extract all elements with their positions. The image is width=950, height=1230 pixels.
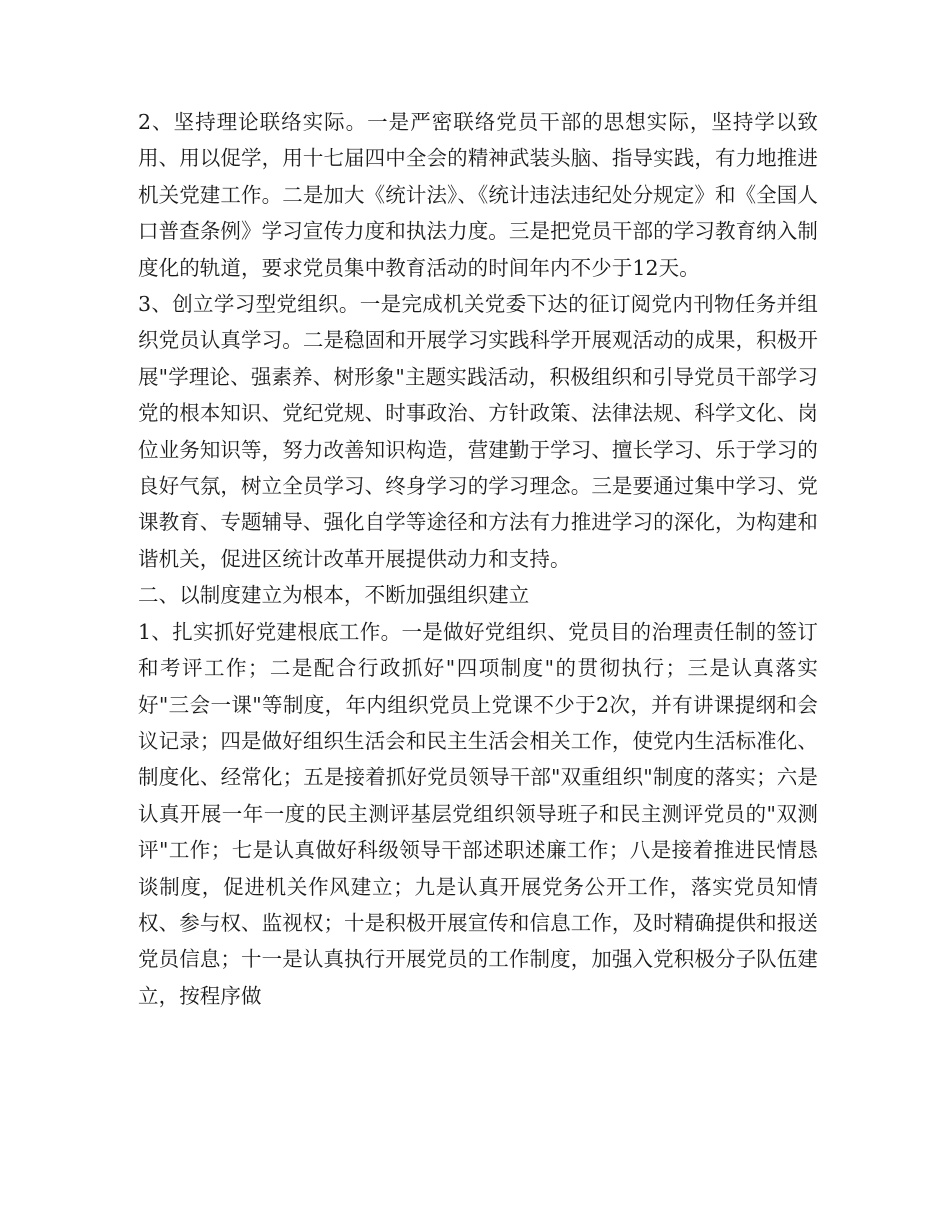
paragraph-theory-practice: 2、坚持理论联络实际。一是严密联络党员干部的思想实际，坚持学以致用、用以促学，用十七届四中全会的精神武装头脑、指导实践，有力地推进机关党建工作。二是加大《统计法》、《统计违法违纪处分规定》和《全国人口普查条例》学习宣传力度和执法力度。三是把党员干部的学习教育纳入制度化的轨道，要求党员集中教育活动的时间年内不少于12天。 (138, 110, 818, 280)
paragraph-learning-organization: 3、创立学习型党组织。一是完成机关党委下达的征订阅党内刊物任务并组织党员认真学习。二是稳固和开展学习实践科学开展观活动的成果，积极开展"学理论、强素养、树形象"主题实践活动，积极组织和引导党员干部学习党的根本知识、党纪党规、时事政治、方针政策、法律法规、科学文化、岗位业务知识等，努力改善知识构造，营建勤于学习、擅长学习、乐于学习的良好气氛，树立全员学习、终身学习的学习理念。三是要通过集中学习、党课教育、专题辅导、强化自学等途径和方法有力推进学习的深化，为构建和谐机关，促进区统计改革开展提供动力和支持。 (138, 292, 818, 571)
paragraph-party-foundation-work: 1、扎实抓好党建根底工作。一是做好党组织、党员目的治理责任制的签订和考评工作；二是配合行政抓好"四项制度"的贯彻执行；三是认真落实好"三会一课"等制度，年内组织党员上党课不少于2次，并有讲课提纲和会议记录；四是做好组织生活会和民主生活会相关工作，使党内生活标准化、制度化、经常化；五是接着抓好党员领导干部"双重组织"制度的落实；六是认真开展一年一度的民主测评基层党组织领导班子和民主测评党员的"双测评"工作；七是认真做好科级领导干部述职述廉工作；八是接着推进民情恳谈制度，促进机关作风建立；九是认真开展党务公开工作，落实党员知情权、参与权、监视权；十是积极开展宣传和信息工作，及时精确提供和报送党员信息；十一是认真执行开展党员的工作制度，加强入党积极分子队伍建立，按程序做 (138, 619, 818, 1008)
document-body (138, 104, 818, 1014)
section-heading-system-building: 二、以制度建立为根本，不断加强组织建立 (138, 583, 530, 608)
